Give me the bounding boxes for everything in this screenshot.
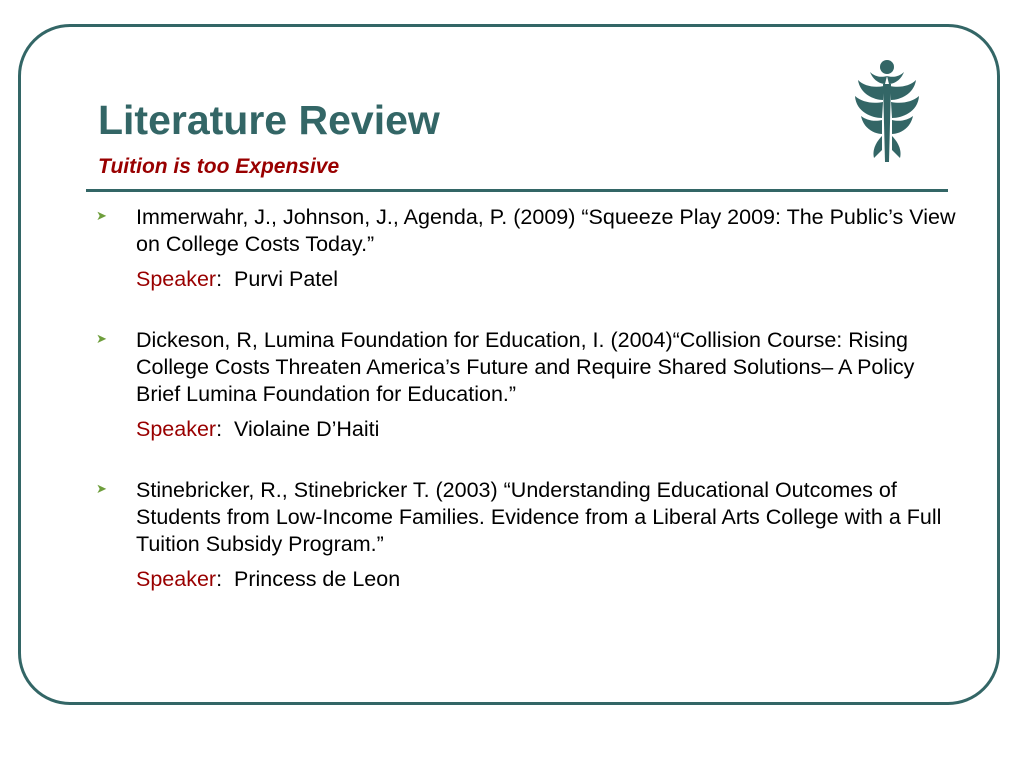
slide-title: Literature Review (98, 97, 440, 143)
speaker-separator: : (216, 267, 235, 291)
citation-text: Immerwahr, J., Johnson, J., Agenda, P. (2009) “Squeeze Play 2009: The Public’s View on College Costs Today.” (136, 205, 956, 256)
reference-entry-2 (96, 327, 956, 443)
reference-list (96, 204, 956, 627)
speaker-separator: : (216, 567, 235, 591)
tree-logo-icon (852, 58, 922, 166)
bullet-arrow-icon: ➤ (96, 208, 107, 223)
bullet-arrow-icon: ➤ (96, 481, 107, 496)
speaker-line (136, 266, 956, 293)
title-divider (86, 189, 948, 192)
speaker-separator: : (216, 417, 235, 441)
speaker-label: Speaker (136, 567, 217, 591)
speaker-name: Princess de Leon (234, 567, 401, 591)
reference-entry-1 (96, 204, 956, 293)
speaker-name: Purvi Patel (234, 267, 338, 291)
slide-subtitle: Tuition is too Expensive (98, 155, 340, 178)
speaker-name: Violaine D’Haiti (234, 417, 380, 441)
speaker-label: Speaker (136, 417, 217, 441)
bullet-arrow-icon: ➤ (96, 331, 107, 346)
citation-text: Stinebricker, R., Stinebricker T. (2003) “Understanding Educational Outcomes of Students from Low-Income Families. Evidence from a Liberal Arts College with a Full Tuition Subsidy Program.” (136, 478, 942, 556)
citation-text: Dickeson, R, Lumina Foundation for Education, I. (2004)“Collision Course: Rising College Costs Threaten America’s Future and Require Shared Solutions– A Policy Brief Lumina Foundation for Education.” (136, 328, 915, 406)
speaker-line (136, 416, 956, 443)
reference-entry-3 (96, 477, 956, 593)
speaker-line (136, 566, 956, 593)
speaker-label: Speaker (136, 267, 217, 291)
